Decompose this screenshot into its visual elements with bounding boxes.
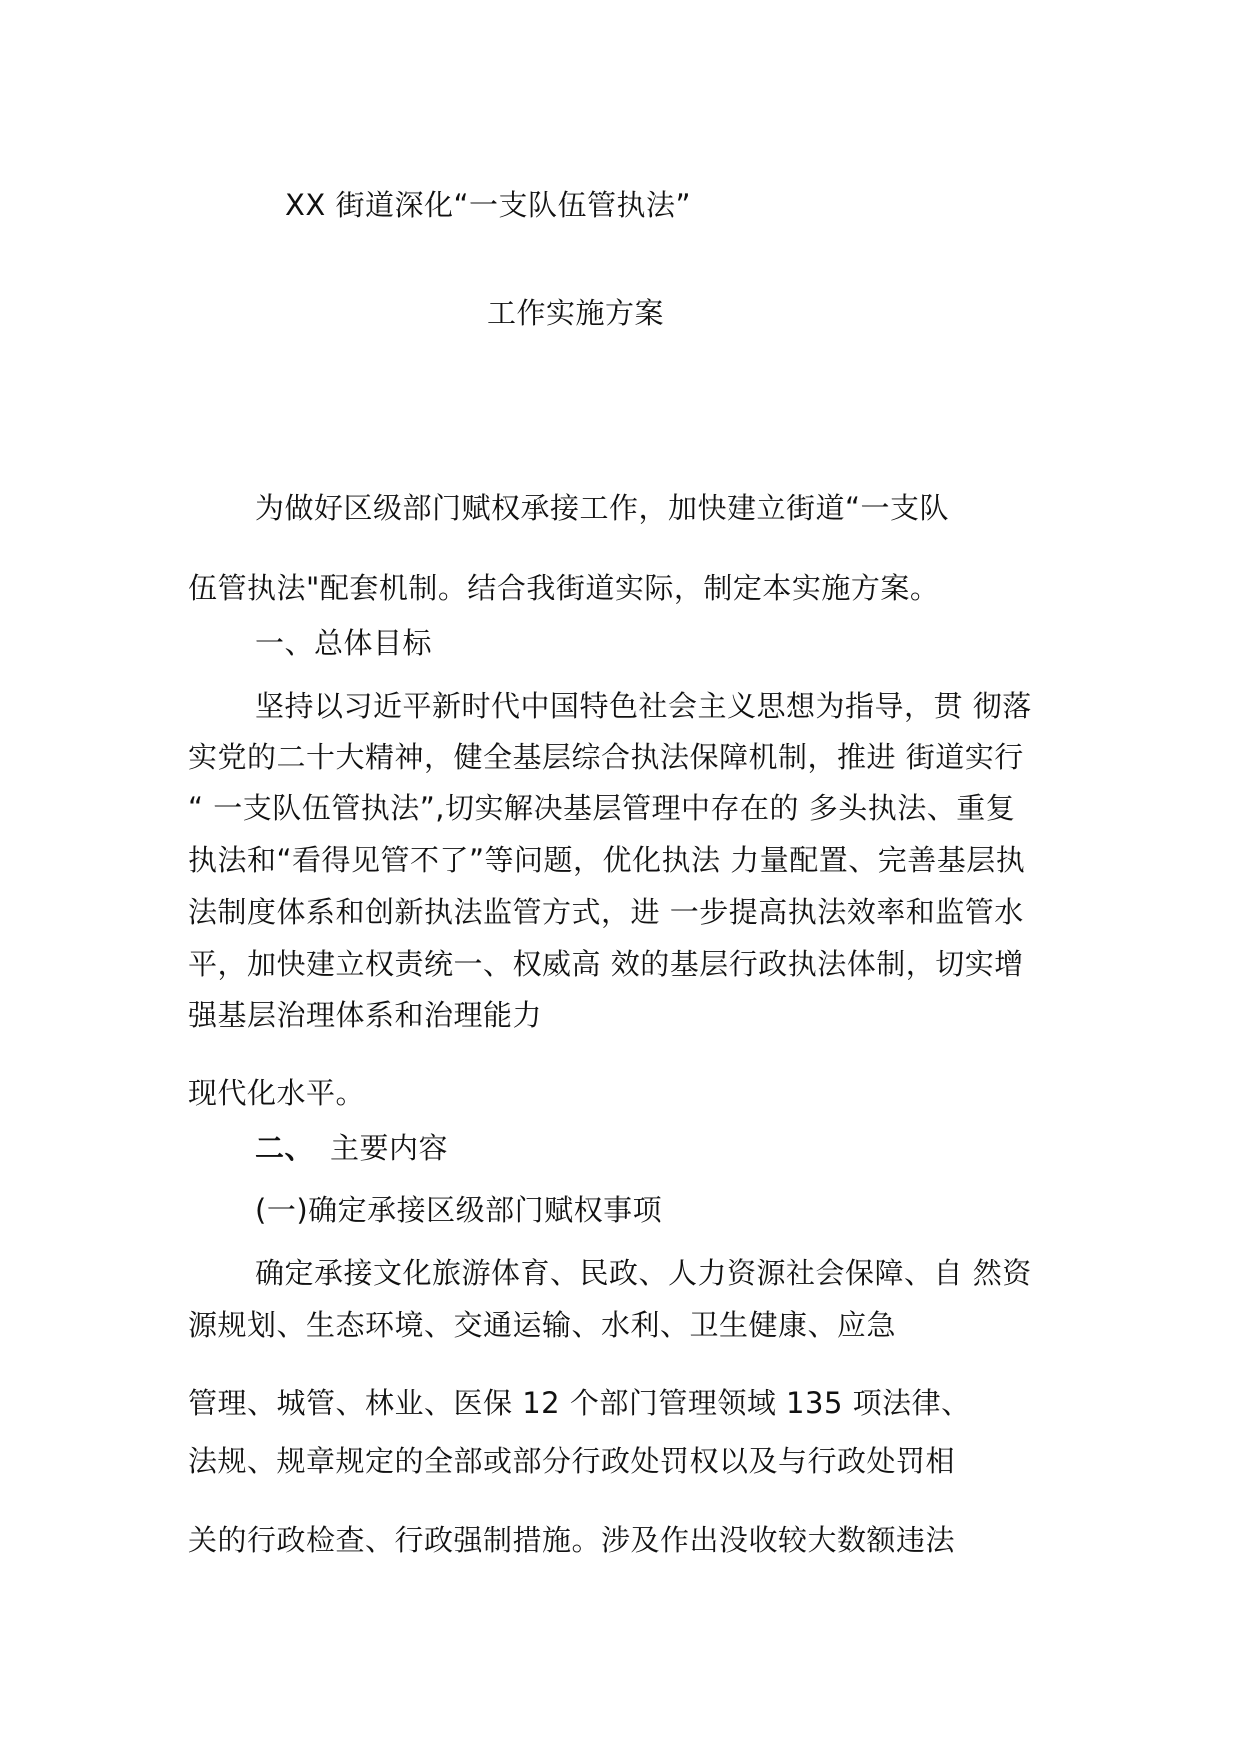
paragraph-line: 关的行政检查、行政强制措施。涉及作出没收较大数额违法 [188,1523,956,1557]
paragraph-line: 伍管执法"配套机制。结合我街道实际，制定本实施方案。 [188,571,940,605]
paragraph-line: 管理、城管、林业、医保 12 个部门管理领域 135 项法律、 [188,1386,971,1420]
paragraph-line: “ 一支队伍管执法”,切实解决基层管理中存在的 多头执法、重复 [188,791,1016,825]
paragraph-line: 实党的二十大精神，健全基层综合执法保障机制，推进 街道实行 [188,740,1024,774]
paragraph-line: 执法和“看得见管不了”等问题，优化执法 力量配置、完善基层执 [188,843,1026,877]
paragraph-line: 强基层治理体系和治理能力 [188,998,543,1032]
paragraph-line: 源规划、生态环境、交通运输、水利、卫生健康、应急 [188,1308,897,1342]
paragraph-line: 法规、规章规定的全部或部分行政处罚权以及与行政处罚相 [188,1444,956,1478]
section-number-2: 二、 [255,1131,315,1165]
paragraph-line: 法制度体系和创新执法监管方式，进 一步提高执法效率和监管水 [188,895,1024,929]
document-title-line-2: 工作实施方案 [487,296,665,330]
paragraph-line: 平，加快建立权责统一、权威高 效的基层行政执法体制，切实增 [188,947,1024,981]
paragraph-line: 现代化水平。 [188,1076,366,1110]
document-title-line-1: XX 街道深化“一支队伍管执法” [285,188,691,222]
subsection-heading: (一)确定承接区级部门赋权事项 [255,1193,663,1227]
section-heading-2: 主要内容 [330,1131,449,1165]
paragraph-line: 坚持以习近平新时代中国特色社会主义思想为指导，贯 彻落 [255,689,1032,723]
paragraph-line: 确定承接文化旅游体育、民政、人力资源社会保障、自 然资 [255,1256,1032,1290]
paragraph-line: 为做好区级部门赋权承接工作，加快建立街道“一支队 [255,491,950,525]
section-heading-1: 一、总体目标 [255,626,433,660]
